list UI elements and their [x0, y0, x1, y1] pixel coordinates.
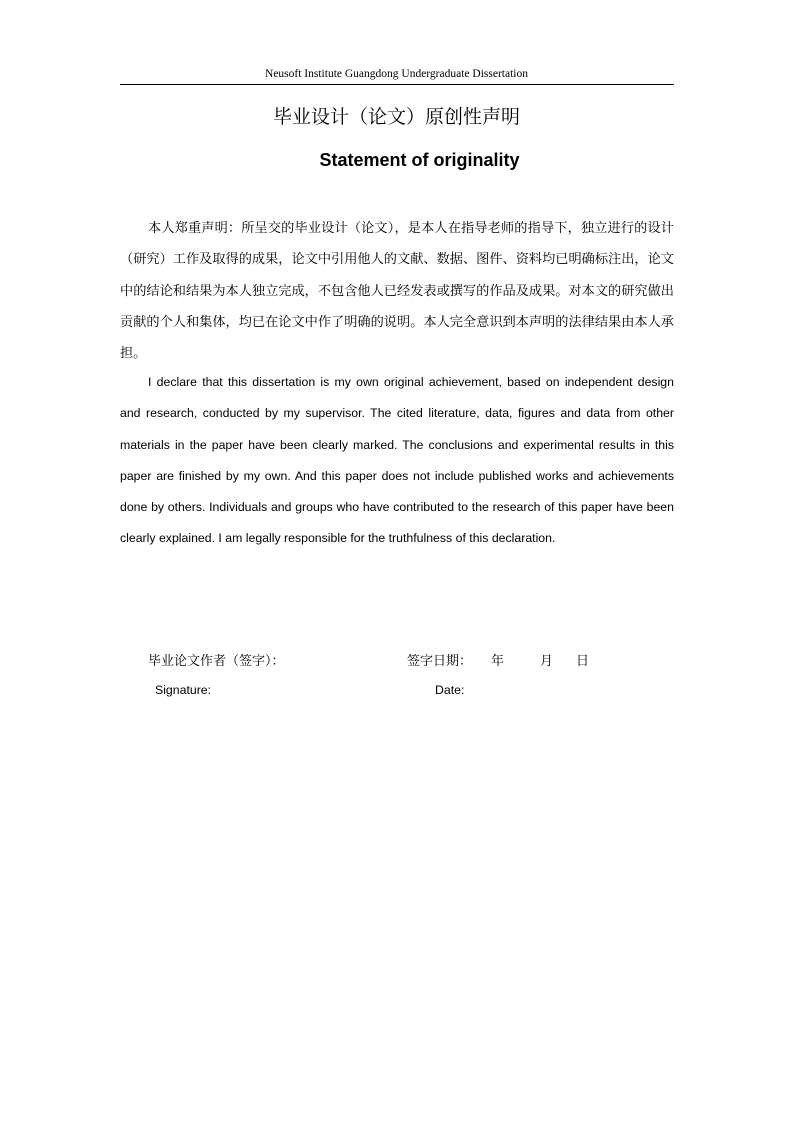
date-month-label: 月: [540, 654, 554, 669]
title-english: Statement of originality: [319, 150, 520, 170]
date-label-english: Date:: [435, 683, 465, 697]
author-signature-label-chinese: 毕业论文作者（签字）：: [148, 654, 285, 669]
title-chinese: 毕业设计（论文）原创性声明: [272, 106, 520, 128]
date-day-label: 日: [576, 654, 590, 669]
declaration-paragraph-english: I declare that this dissertation is my own original achievement, based on independent design and research, conducted by my supervisor. The cited literature, data, figures and data from other materials in the paper have been clearly marked. The conclusions and experimental results in this paper are finished by my own. And this paper does not include published works and achievements done by others. Individuals and groups who have contributed to the research of this paper have been clearly explained. I am legally responsible for the truthfulness of this declaration.: [120, 375, 674, 546]
running-header: Neusoft Institute Guangdong Undergraduate Dissertation: [265, 68, 528, 80]
header-divider: [120, 84, 674, 85]
signature-date-label-chinese: 签字日期：: [407, 654, 473, 669]
declaration-paragraph-chinese: 本人郑重声明：所呈交的毕业设计（论文），是本人在指导老师的指导下，独立进行的设计（研究）工作及取得的成果，论文中引用他人的文献、数据、图件、资料均已明确标注出，论文中的结论和结果为本人独立完成，不包含他人已经发表或撰写的作品及成果。对本文的研究做出贡献的个人和集体，均已在论文中作了明确的说明。本人完全意识到本声明的法律结果由本人承担。: [120, 221, 674, 362]
date-year-label: 年: [491, 654, 505, 669]
signature-label-english: Signature:: [155, 683, 212, 697]
